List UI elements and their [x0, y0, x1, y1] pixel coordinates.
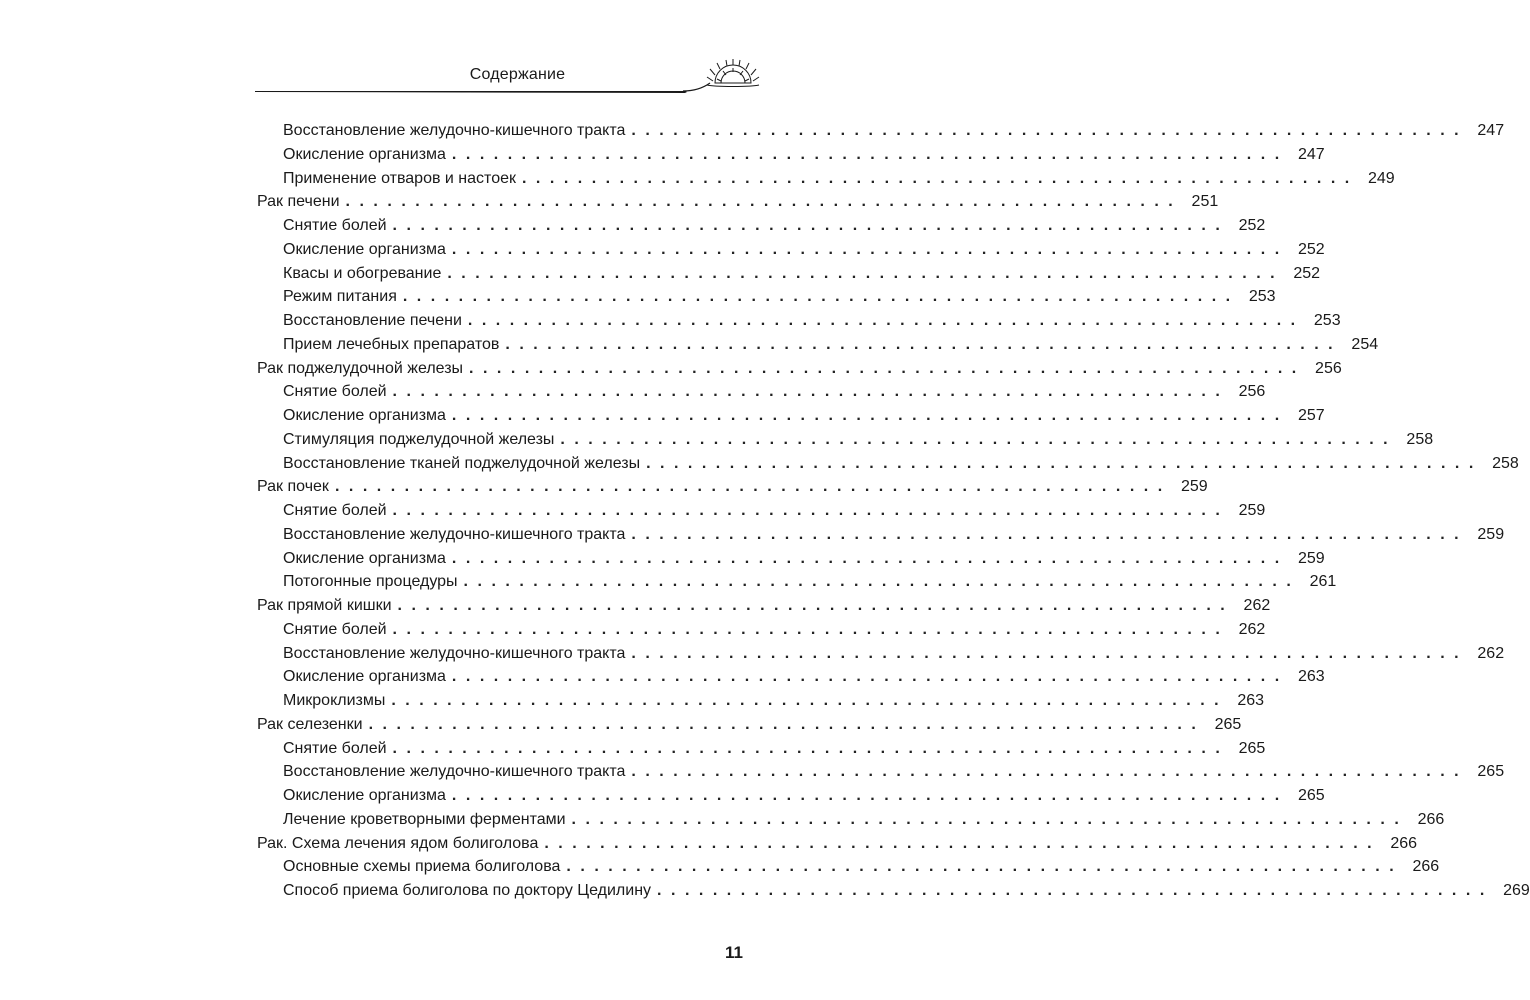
- running-header: [255, 55, 755, 105]
- dot-leader: ............................................................: [447, 264, 1285, 282]
- dot-leader: ............................................................: [657, 882, 1494, 899]
- dot-leader: ............................................................: [392, 620, 1230, 638]
- toc-entry-title: Рак печени: [257, 190, 346, 214]
- dot-leader: ............................................................: [392, 383, 1230, 401]
- dot-leader: ............................................................: [646, 454, 1483, 472]
- toc-entry-title: Лечение кроветворными ферментами: [283, 808, 572, 832]
- toc-section-entry: [257, 499, 1266, 523]
- toc-entry-page: 265: [1214, 715, 1242, 733]
- toc-section-entry: [257, 404, 1325, 428]
- dot-leader: ............................................................: [368, 715, 1206, 733]
- toc-section-entry: [257, 214, 1266, 238]
- toc-section-entry: [257, 879, 1530, 903]
- dot-leader: ............................................................: [345, 193, 1183, 211]
- toc-entry-title: Стимуляция поджелудочной железы: [283, 428, 560, 452]
- toc-entry-page: 266: [1390, 834, 1418, 852]
- toc-entry-page: 258: [1406, 430, 1434, 448]
- dot-leader: ............................................................: [566, 858, 1404, 876]
- dot-leader: ............................................................: [391, 692, 1229, 709]
- toc-entry-title: Окисление организма: [283, 404, 452, 428]
- toc-chapter-entry: [257, 594, 1271, 618]
- dot-leader: ............................................................: [392, 217, 1230, 234]
- dot-leader: ............................................................: [397, 597, 1235, 614]
- toc-entry-title: Потогонные процедуры: [283, 570, 464, 594]
- toc-section-entry: [257, 452, 1519, 476]
- toc-entry-title: Снятие болей: [283, 618, 393, 642]
- toc-chapter-entry: [257, 713, 1242, 737]
- toc-entry-title: Способ приема болиголова по доктору Цедилину: [283, 879, 657, 903]
- toc-section-entry: [257, 167, 1395, 191]
- toc-entry-page: 263: [1297, 668, 1325, 686]
- toc-section-entry: [257, 618, 1266, 642]
- dot-leader: ............................................................: [631, 525, 1469, 543]
- toc-section-entry: [257, 665, 1325, 689]
- page-number: 11: [725, 943, 743, 962]
- toc-entry-title: Снятие болей: [283, 380, 393, 404]
- toc-entry-title: Окисление организма: [283, 665, 452, 689]
- toc-entry-page: 253: [1313, 312, 1341, 329]
- toc-entry-page: 265: [1477, 763, 1505, 781]
- toc-entry-title: Восстановление печени: [283, 309, 468, 333]
- toc-entry-page: 252: [1297, 240, 1325, 258]
- toc-entry-page: 262: [1238, 620, 1266, 638]
- dot-leader: ............................................................: [451, 787, 1289, 804]
- toc-entry-title: Окисление организма: [283, 547, 452, 571]
- dot-leader: ............................................................: [571, 810, 1409, 828]
- dot-leader: ............................................................: [402, 288, 1240, 306]
- toc-entry-page: 252: [1238, 217, 1266, 234]
- toc-entry-page: 256: [1238, 383, 1266, 401]
- dot-leader: ............................................................: [451, 407, 1289, 424]
- toc-section-entry: [257, 309, 1341, 333]
- dot-leader: ............................................................: [334, 478, 1172, 496]
- toc-entry-page: 262: [1477, 644, 1505, 662]
- toc-section-entry: [257, 238, 1325, 262]
- toc-entry-title: Восстановление желудочно-кишечного тракта: [283, 642, 631, 666]
- toc-entry-page: 258: [1492, 454, 1519, 472]
- toc-section-entry: [257, 689, 1265, 713]
- toc-section-entry: [257, 380, 1266, 404]
- toc-entry-page: 256: [1315, 359, 1342, 377]
- dot-leader: ............................................................: [469, 359, 1306, 377]
- toc-section-entry: [257, 737, 1266, 761]
- toc-section-entry: [257, 119, 1505, 143]
- toc-chapter-entry: [257, 475, 1208, 499]
- toc-entry-page: 261: [1309, 573, 1337, 591]
- toc-entry-title: Основные схемы приема болиголова: [283, 855, 566, 879]
- dot-leader: ............................................................: [463, 573, 1301, 591]
- toc-entry-title: Режим питания: [283, 285, 403, 309]
- dot-leader: ............................................................: [392, 502, 1230, 519]
- dot-leader: ............................................................: [544, 834, 1382, 852]
- toc-entry-page: 265: [1297, 787, 1325, 804]
- toc-section-entry: [257, 143, 1325, 167]
- toc-section-entry: [257, 523, 1505, 547]
- toc-chapter-entry: [257, 190, 1219, 214]
- toc-entry-page: 262: [1243, 597, 1271, 614]
- toc-entry-page: 265: [1238, 739, 1266, 757]
- toc-entry-page: 269: [1503, 882, 1530, 899]
- toc-entry-title: Рак прямой кишки: [257, 594, 398, 618]
- toc-entry-title: Рак поджелудочной железы: [257, 357, 469, 381]
- dot-leader: ............................................................: [521, 169, 1359, 187]
- toc-section-entry: [257, 333, 1379, 357]
- toc-entry-page: 257: [1297, 407, 1325, 424]
- toc-entry-page: 247: [1477, 122, 1505, 139]
- dot-leader: ............................................................: [451, 145, 1289, 163]
- toc-section-entry: [257, 855, 1440, 879]
- toc-section-entry: [257, 547, 1325, 571]
- toc-section-entry: [257, 784, 1325, 808]
- toc-entry-title: Квасы и обогревание: [283, 262, 447, 286]
- dot-leader: ............................................................: [631, 644, 1469, 662]
- toc-entry-title: Окисление организма: [283, 784, 452, 808]
- toc-entry-page: 259: [1297, 549, 1325, 567]
- toc-chapter-entry: [257, 357, 1342, 381]
- toc-entry-page: 252: [1293, 264, 1321, 282]
- toc-entry-title: Рак селезенки: [257, 713, 369, 737]
- dot-leader: ............................................................: [451, 668, 1289, 686]
- toc-entry-page: 251: [1191, 193, 1219, 211]
- toc-entry-title: Восстановление желудочно-кишечного тракта: [283, 119, 631, 143]
- toc-section-entry: [257, 808, 1445, 832]
- toc-entry-page: 253: [1248, 288, 1276, 306]
- toc-entry-page: 259: [1180, 478, 1208, 496]
- toc-section-entry: [257, 760, 1505, 784]
- toc-entry-title: Снятие болей: [283, 214, 393, 238]
- dot-leader: ............................................................: [392, 739, 1230, 757]
- header-title: Содержание: [469, 66, 566, 83]
- dot-leader: ............................................................: [631, 122, 1469, 139]
- table-of-contents: [257, 119, 1530, 903]
- toc-entry-title: Снятие болей: [283, 737, 393, 761]
- toc-entry-title: Снятие болей: [283, 499, 393, 523]
- dot-leader: ............................................................: [631, 763, 1469, 781]
- toc-entry-page: 259: [1238, 502, 1266, 519]
- toc-section-entry: [257, 570, 1337, 594]
- toc-section-entry: [257, 428, 1434, 452]
- toc-entry-title: Прием лечебных препаратов: [283, 333, 505, 357]
- toc-entry-title: Рак. Схема лечения ядом болиголова: [257, 832, 544, 856]
- toc-section-entry: [257, 285, 1276, 309]
- toc-entry-title: Рак почек: [257, 475, 335, 499]
- toc-entry-page: 254: [1351, 335, 1379, 353]
- toc-entry-title: Применение отваров и настоек: [283, 167, 522, 191]
- toc-chapter-entry: [257, 832, 1418, 856]
- toc-entry-page: 259: [1477, 525, 1505, 543]
- dot-leader: ............................................................: [505, 335, 1343, 353]
- toc-entry-title: Восстановление тканей поджелудочной железы: [283, 452, 646, 476]
- dot-leader: ............................................................: [467, 312, 1305, 329]
- toc-entry-title: Окисление организма: [283, 238, 452, 262]
- dot-leader: ............................................................: [451, 240, 1289, 258]
- toc-section-entry: [257, 262, 1321, 286]
- toc-entry-title: Восстановление желудочно-кишечного тракта: [283, 760, 631, 784]
- toc-entry-page: 249: [1368, 169, 1395, 187]
- toc-section-entry: [257, 642, 1505, 666]
- toc-entry-title: Окисление организма: [283, 143, 452, 167]
- dot-leader: ............................................................: [560, 430, 1398, 448]
- toc-entry-page: 247: [1297, 145, 1325, 163]
- dot-leader: ............................................................: [451, 549, 1289, 567]
- toc-entry-page: 266: [1412, 858, 1440, 876]
- toc-entry-title: Микроклизмы: [283, 689, 391, 713]
- toc-entry-page: 263: [1237, 692, 1265, 709]
- toc-entry-title: Восстановление желудочно-кишечного тракта: [283, 523, 631, 547]
- toc-entry-page: 266: [1417, 810, 1445, 828]
